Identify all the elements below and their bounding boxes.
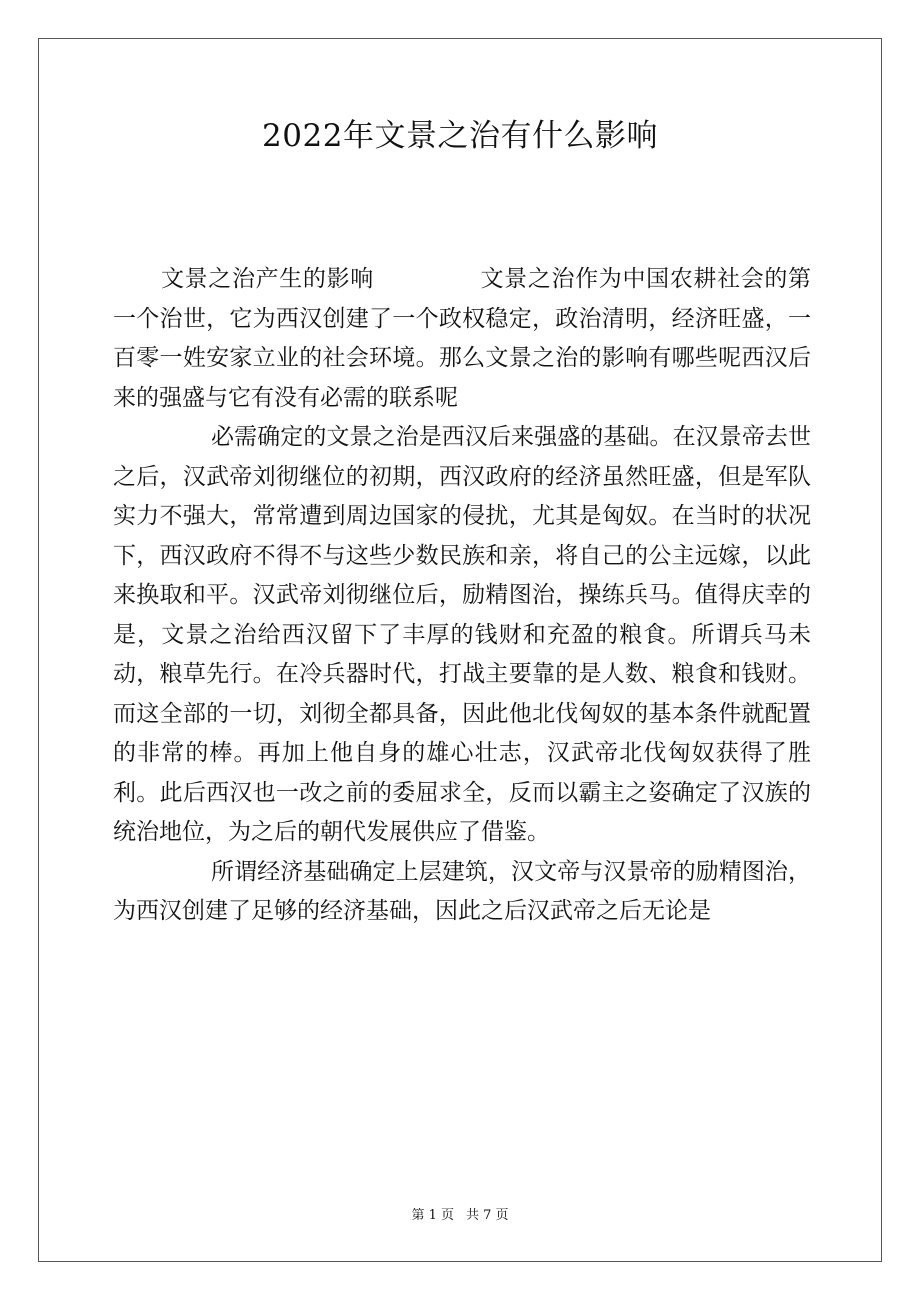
- page-footer: [38, 1206, 882, 1226]
- page-total: 共 7 页: [466, 1208, 509, 1223]
- paragraph-2: 必需确定的文景之治是西汉后来强盛的基础。在汉景帝去世之后，汉武帝刘彻继位的初期，西汉政府的经济虽然旺盛，但是军队实力不强大，常常遭到周边国家的侵扰，尤其是匈奴。在当时的状况下，西汉政府不得不与这些少数民族和亲，将自己的公主远嫁，以此来换取和平。汉武帝刘彻继位后，励精图治，操练兵马。值得庆幸的是，文景之治给西汉留下了丰厚的钱财和充盈的粮食。所谓兵马未动，粮草先行。在冷兵器时代，打战主要靠的是人数、粮食和钱财。而这全部的一切，刘彻全都具备，因此他北伐匈奴的基本条件就配置的非常的棒。再加上他自身的雄心壮志，汉武帝北伐匈奴获得了胜利。此后西汉也一改之前的委屈求全，反而以霸主之姿确定了汉族的统治地位，为之后的朝代发展供应了借鉴。: [113, 424, 811, 845]
- paragraph-1: [113, 260, 811, 418]
- page-number: 第 1 页: [411, 1208, 454, 1223]
- paragraph-3: 所谓经济基础确定上层建筑，汉文帝与汉景帝的励精图治，为西汉创建了足够的经济基础，因此之后汉武帝之后无论是: [113, 858, 811, 924]
- paragraph-1-lead: 文景之治产生的影响: [161, 266, 374, 292]
- document-body: [113, 260, 811, 932]
- document-title: 2022年文景之治有什么影响: [262, 118, 658, 154]
- paragraph-1-text: 文景之治作为中国农耕社会的第一个治世，它为西汉创建了一个政权稳定，政治清明，经济旺盛，一百零一姓安家立业的社会环境。那么文景之治的影响有哪些呢西汉后来的强盛与它有没有必需的联系呢: [113, 266, 812, 411]
